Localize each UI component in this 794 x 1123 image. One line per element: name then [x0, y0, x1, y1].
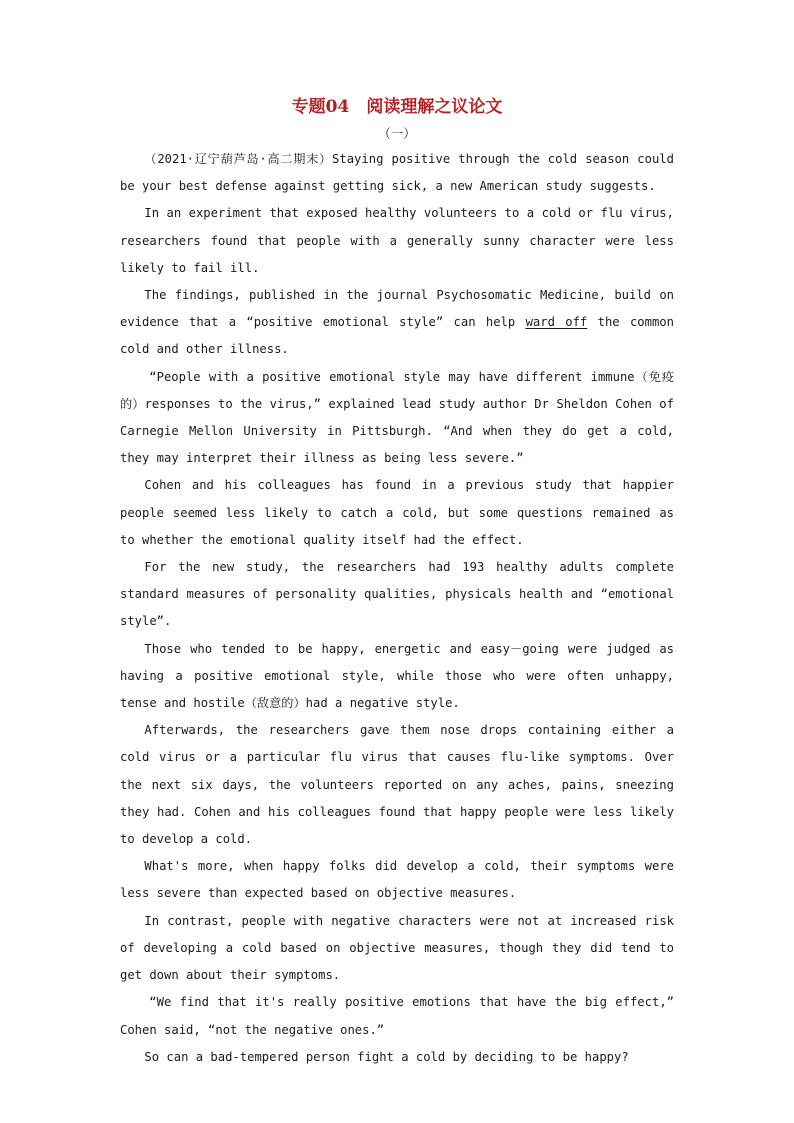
paragraph-2: In an experiment that exposed healthy volunteers to a cold or flu virus, researchers found that people with a generally sunny character were less likely to fail ill. — [120, 206, 674, 275]
paragraph-7: Those who tended to be happy, energetic and easy－going were judged as having a positive emotional style, while those who were often unhappy, tense and hostile（敌意的）had a negative style. — [120, 641, 674, 711]
paragraph-10: In contrast, people with negative characters were not at increased risk of developing a cold based on objective measures, though they did tend to get down about their symptoms. — [120, 913, 674, 983]
document-page — [120, 92, 674, 1071]
underlined-phrase: ward off — [525, 315, 588, 330]
paragraph-4: “People with a positive emotional style may have different immune（免疫的）responses to the virus,” explained lead study author Dr Sheldon Cohen of Carnegie Mellon University in Pittsburgh. “And when they do get a cold, they may interpret their illness as being less severe.” — [120, 369, 674, 466]
paragraph-12: So can a bad-tempered person fight a cold by deciding to be happy? — [144, 1049, 629, 1064]
paragraph-3-before: The findings, published in the journal Psychosomatic Medicine, build on evidence that a “positive emotional style” can help — [120, 288, 674, 330]
paragraph-3-after: the common cold and other illness. — [120, 315, 674, 357]
paragraph-9: What's more, when happy folks did develop a cold, their symptoms were less severe than expected based on objective measures. — [120, 859, 674, 901]
paragraph-1: （2021·辽宁葫芦岛·高二期末）Staying positive through the cold season could be your best defense against getting sick, a new American study suggests. — [120, 152, 674, 194]
section-label: （一） — [378, 126, 416, 141]
paragraph-6: For the new study, the researchers had 193 healthy adults complete standard measures of personality qualities, physicals health and “emotional style”. — [120, 560, 674, 629]
paragraph-3 — [120, 282, 674, 364]
paragraph-8: Afterwards, the researchers gave them nose drops containing either a cold virus or a particular flu virus that causes flu-like symptoms. Over the next six days, the volunteers reported on any aches, pains, sneezing they had. Cohen and his colleagues found that happy people were less likely to develop a cold. — [120, 723, 674, 847]
paragraph-11: “We find that it's really positive emotions that have the big effect,” Cohen said, “not the negative ones.” — [120, 995, 674, 1037]
document-title: 专题04 阅读理解之议论文 — [291, 97, 503, 117]
paragraph-5: Cohen and his colleagues has found in a previous study that happier people seemed less likely to catch a cold, but some questions remained as to whether the emotional quality itself had the effect. — [120, 478, 674, 547]
